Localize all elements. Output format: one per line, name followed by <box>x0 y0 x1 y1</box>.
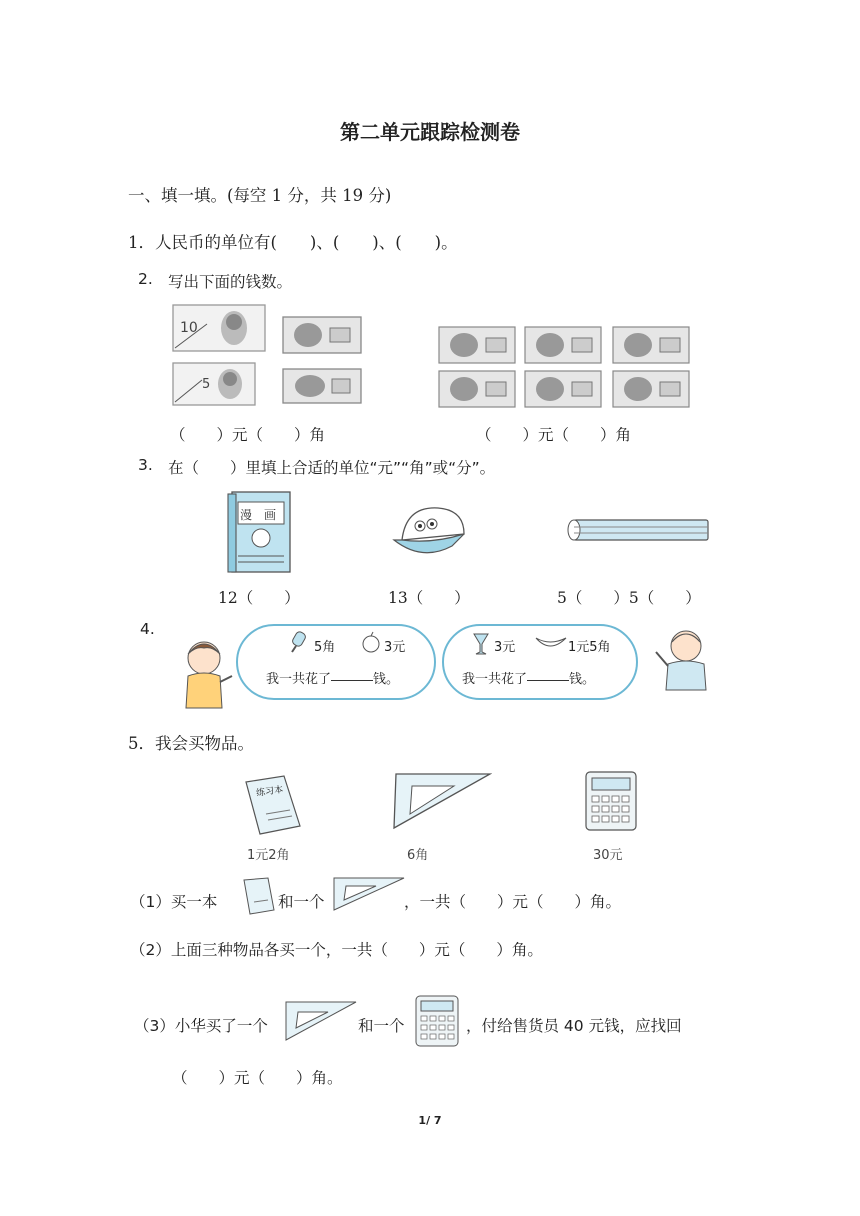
apple-price: 3元 <box>384 640 406 655</box>
calculator-image <box>584 770 642 836</box>
left-total-suffix: 钱。 <box>373 672 400 687</box>
banknote-10-yuan <box>172 304 266 356</box>
svg-text:10: 10 <box>180 320 198 336</box>
apple-icon <box>360 630 382 658</box>
small-calculator-icon <box>414 994 462 1052</box>
sub-question-1-a: （1）买一本 <box>130 893 218 911</box>
question-2-answer-right: （ ）元（ ）角 <box>476 426 632 444</box>
right-total-text <box>462 668 595 687</box>
sub-question-2: （2）上面三种物品各买一个，一共（ ）元（ ）角。 <box>130 941 543 959</box>
right-total-blank[interactable] <box>527 679 569 681</box>
banknotes-right-group <box>438 326 692 412</box>
drink-icon <box>470 630 492 660</box>
sub-question-1-c: ，一共（ ）元（ ）角。 <box>404 893 622 911</box>
banknote-5-yuan <box>172 362 256 410</box>
right-total-suffix: 钱。 <box>569 672 596 687</box>
question-3-text: 在（ ）里填上合适的单位“元”“角”或“分”。 <box>168 459 496 477</box>
cap-image <box>392 500 472 564</box>
question-5-text: 5．我会买物品。 <box>128 734 254 753</box>
banknote-1-jiao <box>282 368 362 408</box>
question-3-item-cap: 13（ ） <box>388 589 470 607</box>
question-2-answer-left: （ ）元（ ）角 <box>170 426 326 444</box>
left-total-prefix: 我一共花了 <box>266 672 332 687</box>
girl-image <box>176 630 236 714</box>
question-2-label: 2. <box>138 270 153 288</box>
popsicle-icon <box>290 630 312 658</box>
banana-price: 1元5角 <box>568 640 611 655</box>
boy-image <box>650 622 716 696</box>
sub-question-3-a: （3）小华买了一个 <box>134 1017 268 1035</box>
comic-book-title: 漫 画 <box>240 508 277 522</box>
page-title: 第二单元跟踪检测卷 <box>340 120 520 144</box>
triangle-ruler-price: 6角 <box>407 848 429 863</box>
sub-question-1-b: 和一个 <box>278 893 325 911</box>
exercise-book-price: 1元2角 <box>247 848 290 863</box>
svg-text:5: 5 <box>202 377 211 392</box>
left-total-blank[interactable] <box>331 679 373 681</box>
calculator-price: 30元 <box>593 848 623 863</box>
right-total-prefix: 我一共花了 <box>462 672 528 687</box>
sub-question-3-b: 和一个 <box>358 1017 405 1035</box>
pencil-image <box>566 518 712 546</box>
left-speech-cloud <box>236 624 436 700</box>
question-3-label: 3. <box>138 456 153 474</box>
question-3-item-pencil: 5（ ）5（ ） <box>557 589 701 607</box>
sub-question-3-c: ，付给售货员 40 元钱，应找回 <box>466 1017 682 1035</box>
drink-price: 3元 <box>494 640 516 655</box>
page-number: 1/ 7 <box>418 1114 442 1127</box>
small-triangle-ruler-icon-2 <box>284 1000 358 1046</box>
question-2-text: 写出下面的钱数。 <box>168 273 293 291</box>
left-total-text <box>266 668 399 687</box>
triangle-ruler-image <box>392 772 492 836</box>
small-exercise-book-icon <box>242 876 276 920</box>
banknote-5-jiao <box>282 316 362 358</box>
exercise-book-cover-text: 练习本 <box>255 785 284 799</box>
question-1: 1．人民币的单位有( )、( )、( )。 <box>128 233 458 252</box>
question-3-item-book: 12（ ） <box>218 589 300 607</box>
small-triangle-ruler-icon <box>332 876 406 916</box>
section-heading: 一、填一填。(每空 1 分，共 19 分) <box>128 186 392 205</box>
question-4-label: 4. <box>140 620 155 638</box>
banana-icon <box>534 632 568 658</box>
comic-book-image <box>226 490 292 578</box>
popsicle-price: 5角 <box>314 640 336 655</box>
sub-question-3-d: （ ）元（ ）角。 <box>172 1069 343 1087</box>
